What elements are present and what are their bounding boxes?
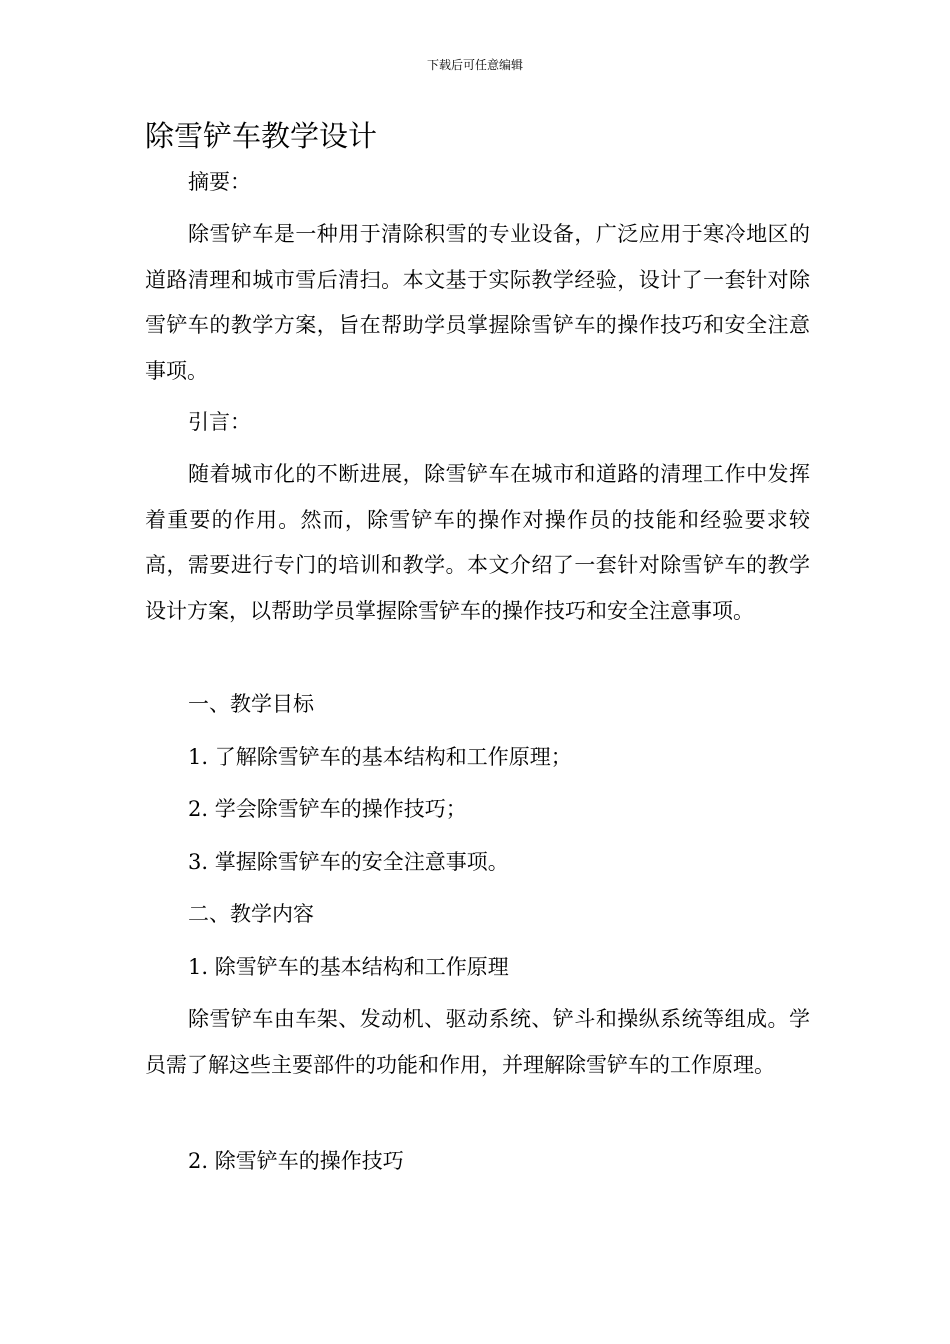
objective-item: 2. 学会除雪铲车的操作技巧； — [188, 797, 467, 821]
document-title: 除雪铲车教学设计 — [145, 119, 378, 153]
intro-heading: 引言： — [188, 410, 251, 434]
objective-item: 3. 掌握除雪铲车的安全注意事项。 — [188, 850, 509, 874]
abstract-paragraph: 除雪铲车是一种用于清除积雪的专业设备，广泛应用于寒冷地区的道路清理和城市雪后清扫。本文基于实际教学经验，设计了一套针对除雪铲车的教学方案，旨在帮助学员掌握除雪铲车的操作技巧和安全注意事项。 — [145, 222, 810, 383]
intro-paragraph: 随着城市化的不断进展，除雪铲车在城市和道路的清理工作中发挥着重要的作用。然而，除雪铲车的操作对操作员的技能和经验要求较高，需要进行专门的培训和教学。本文介绍了一套针对除雪铲车的教学设计方案，以帮助学员掌握除雪铲车的操作技巧和安全注意事项。 — [145, 462, 810, 623]
content-subheading: 1. 除雪铲车的基本结构和工作原理 — [188, 955, 509, 979]
objective-item: 1. 了解除雪铲车的基本结构和工作原理； — [188, 745, 572, 769]
abstract-heading: 摘要： — [188, 170, 251, 194]
content-heading: 二、教学内容 — [188, 902, 314, 926]
content-subheading: 2. 除雪铲车的操作技巧 — [188, 1149, 404, 1173]
content-paragraph: 除雪铲车由车架、发动机、驱动系统、铲斗和操纵系统等组成。学员需了解这些主要部件的功能和作用，并理解除雪铲车的工作原理。 — [145, 1007, 810, 1077]
objectives-heading: 一、教学目标 — [188, 692, 314, 716]
header-note: 下载后可任意编辑 — [426, 58, 523, 72]
